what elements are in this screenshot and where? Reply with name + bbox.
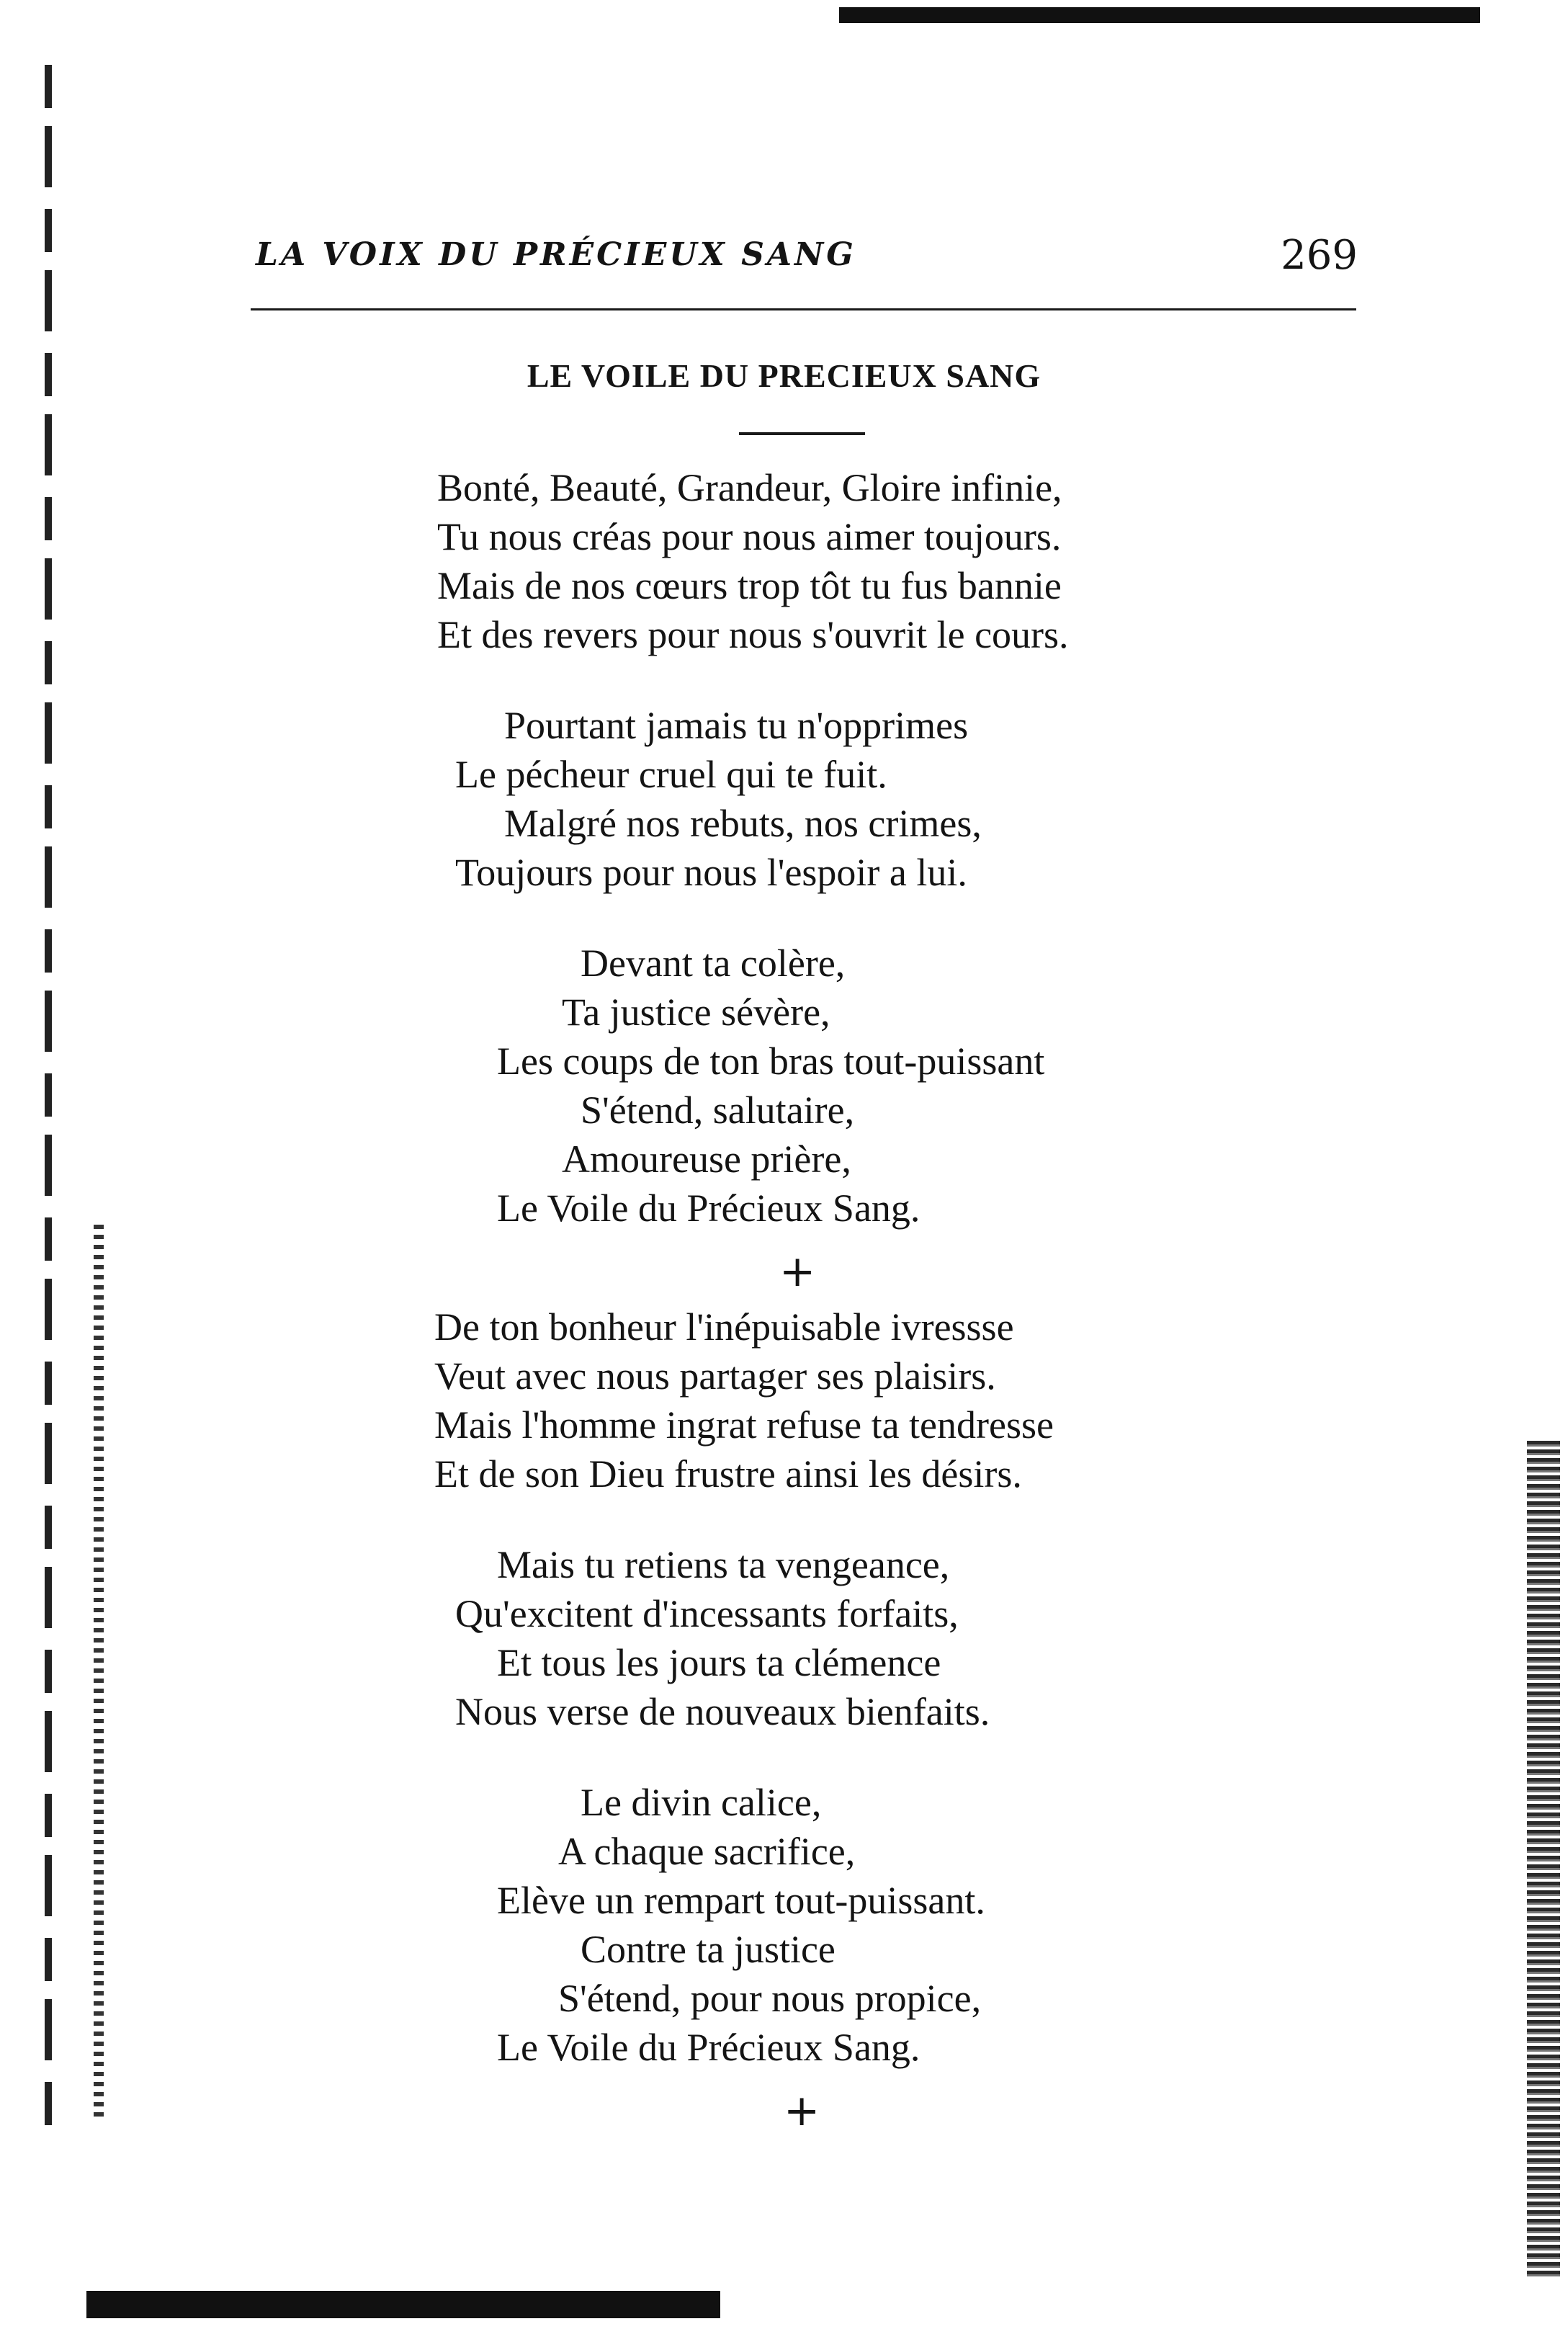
verse-line: Le Voile du Précieux Sang. bbox=[497, 1186, 920, 1230]
verse-line: Mais tu retiens ta vengeance, bbox=[497, 1543, 950, 1586]
verse-line: Pourtant jamais tu n'opprimes bbox=[504, 704, 969, 747]
running-header bbox=[248, 231, 1358, 288]
verse-line: Devant ta colère, bbox=[581, 942, 846, 985]
verse-line: Qu'excitent d'incessants forfaits, bbox=[455, 1592, 959, 1635]
scan-border-right bbox=[1527, 1441, 1560, 2276]
verse-line: Elève un rempart tout-puissant. bbox=[497, 1879, 985, 1922]
verse-line: Malgré nos rebuts, nos crimes, bbox=[504, 802, 982, 845]
verse-line: Le pécheur cruel qui te fuit. bbox=[455, 753, 887, 796]
verse-line: Bonté, Beauté, Grandeur, Gloire infinie, bbox=[437, 466, 1062, 509]
verse-line: Mais de nos cœurs trop tôt tu fus bannie bbox=[437, 564, 1062, 607]
scan-border-bottom bbox=[86, 2291, 720, 2318]
verse-line: Le divin calice, bbox=[581, 1781, 822, 1824]
verse-line: Et de son Dieu frustre ainsi les désirs. bbox=[434, 1452, 1022, 1496]
verse-line: A chaque sacrifice, bbox=[558, 1830, 856, 1873]
verse-line: Et des revers pour nous s'ouvrit le cours. bbox=[437, 613, 1069, 656]
running-title: LA VOIX DU PRÉCIEUX SANG bbox=[256, 236, 856, 273]
title-rule bbox=[739, 432, 865, 435]
header-rule bbox=[251, 308, 1356, 310]
scan-binding-marks bbox=[94, 1225, 104, 2118]
verse-line: Amoureuse prière, bbox=[562, 1138, 851, 1181]
verse-line: Mais l'homme ingrat refuse ta tendresse bbox=[434, 1403, 1054, 1447]
scan-border-top bbox=[839, 7, 1480, 23]
verse-line: Tu nous créas pour nous aimer toujours. bbox=[437, 515, 1062, 558]
verse-line: Veut avec nous partager ses plaisirs. bbox=[434, 1354, 996, 1398]
verse-line: S'étend, pour nous propice, bbox=[558, 1977, 982, 2020]
verse-line: S'étend, salutaire, bbox=[581, 1089, 855, 1132]
verse-line: Ta justice sévère, bbox=[562, 991, 830, 1034]
verse-line: De ton bonheur l'inépuisable ivressse bbox=[434, 1305, 1014, 1349]
cross-ornament: + bbox=[784, 2086, 820, 2136]
cross-ornament: + bbox=[779, 1246, 816, 1297]
verse-line: Nous verse de nouveaux bienfaits. bbox=[455, 1690, 990, 1733]
page-number: 269 bbox=[1281, 232, 1358, 279]
verse-line: Les coups de ton bras tout-puissant bbox=[497, 1040, 1045, 1083]
verse-line: Contre ta justice bbox=[581, 1928, 835, 1971]
verse-line: Le Voile du Précieux Sang. bbox=[497, 2026, 920, 2069]
verse-line: Toujours pour nous l'espoir a lui. bbox=[455, 851, 967, 894]
poem-title: LE VOILE DU PRECIEUX SANG bbox=[527, 357, 1041, 394]
verse-line: Et tous les jours ta clémence bbox=[497, 1641, 941, 1684]
